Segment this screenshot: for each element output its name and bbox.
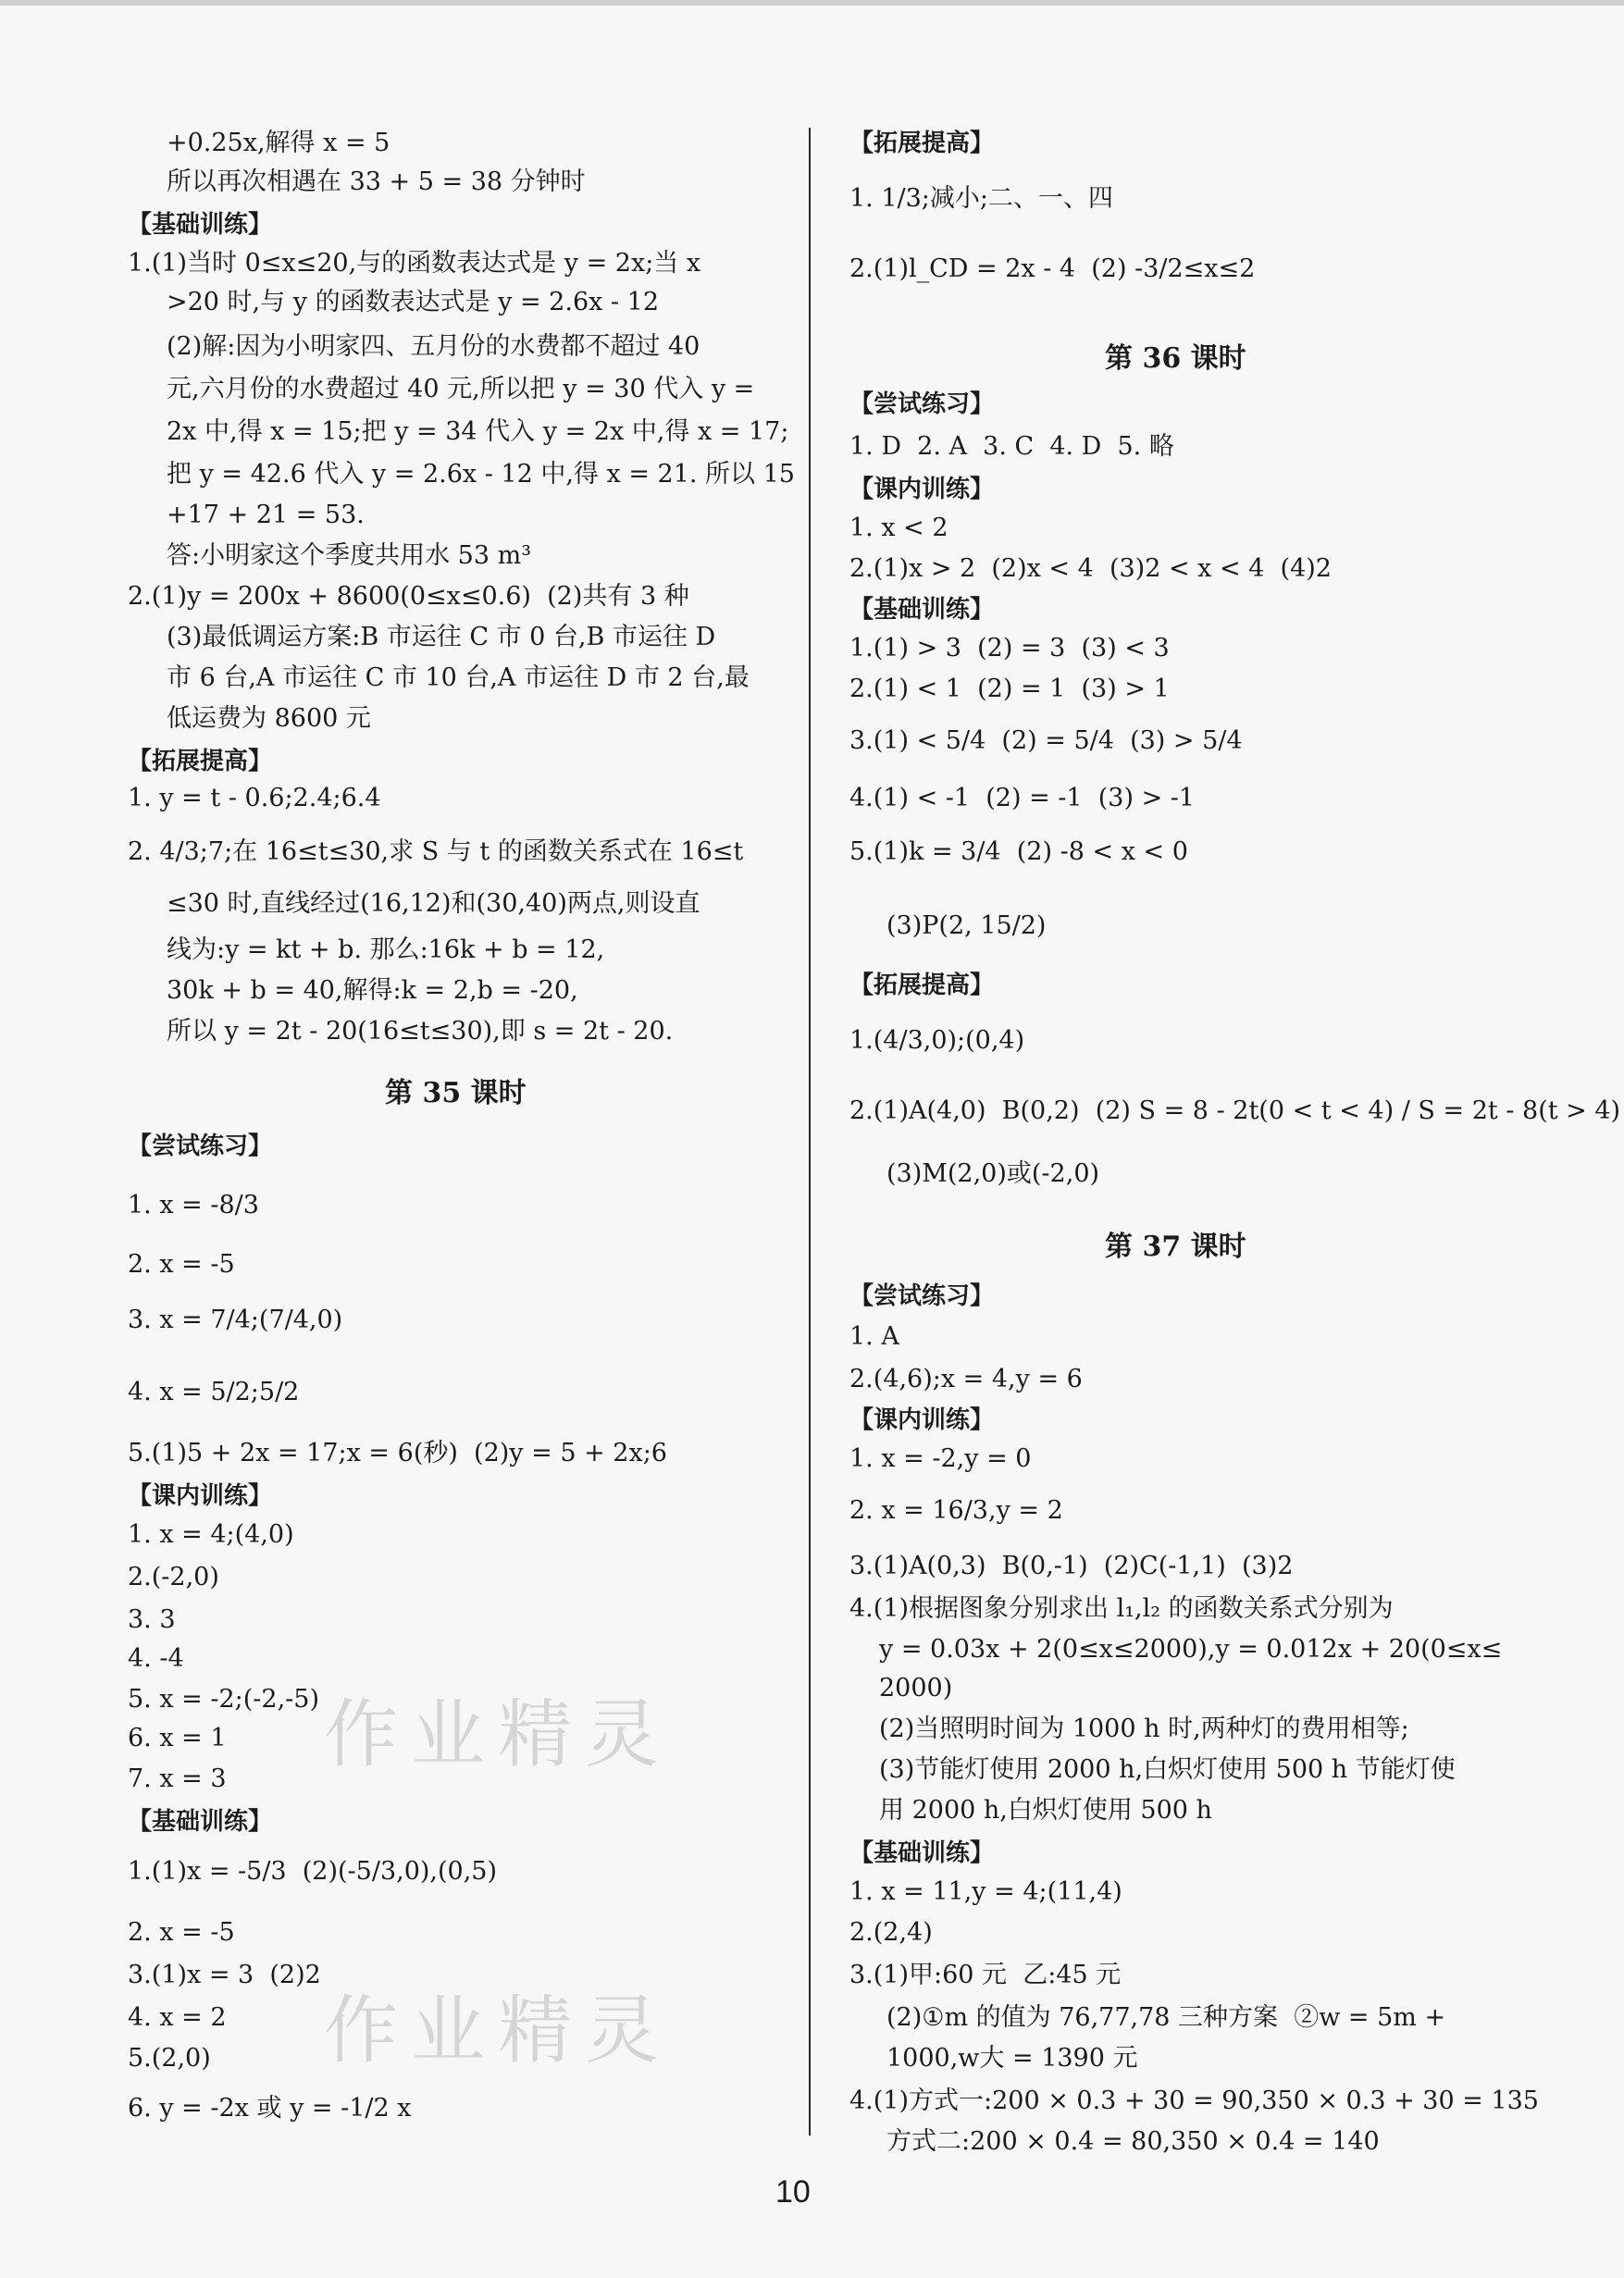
answer-line: (2)①m 的值为 76,77,78 三种方案 ②w = 5m + <box>886 2003 1446 2032</box>
lesson-title: 第 37 课时 <box>1105 1231 1246 1263</box>
answer-line: 1.(4/3,0);(0,4) <box>849 1026 1025 1055</box>
answer-line: 所以 y = 2t - 20(16≤t≤30),即 s = 2t - 20. <box>167 1017 674 1046</box>
section-heading: 【尝试练习】 <box>849 1282 995 1310</box>
answer-line: 2.(4,6);x = 4,y = 6 <box>849 1365 1083 1393</box>
answer-line: 1. x = -8/3 <box>128 1191 259 1219</box>
answer-line: 3.(1)x = 3 (2)2 <box>128 1961 321 1989</box>
answer-line: 1. x < 2 <box>849 514 948 542</box>
answer-line: 1. x = 4;(4,0) <box>128 1520 294 1549</box>
answer-line: 用 2000 h,白炽灯使用 500 h <box>879 1796 1212 1825</box>
answer-line: 2.(-2,0) <box>128 1563 219 1591</box>
answer-line: 1. x = -2,y = 0 <box>849 1444 1032 1473</box>
lesson-title: 第 36 课时 <box>1105 342 1246 375</box>
answer-line: 5.(2,0) <box>128 2044 211 2073</box>
answer-line: (3)最低调运方案:B 市运往 C 市 0 台,B 市运往 D <box>167 623 716 651</box>
lesson-title: 第 35 课时 <box>385 1077 527 1109</box>
section-heading: 【尝试练习】 <box>128 1133 273 1160</box>
answer-line: 所以再次相遇在 33 + 5 = 38 分钟时 <box>167 167 586 196</box>
page-number: 10 <box>775 2174 811 2210</box>
answer-line: (3)M(2,0)或(-2,0) <box>886 1159 1100 1188</box>
answer-line: +0.25x,解得 x = 5 <box>167 129 391 157</box>
answer-line: 1. x = 11,y = 4;(11,4) <box>849 1877 1122 1906</box>
answer-line: 2.(2,4) <box>849 1918 933 1947</box>
answer-line: 1000,w大 = 1390 元 <box>886 2044 1138 2073</box>
answer-line: 2.(1)l_CD = 2x - 4 (2) -3/2≤x≤2 <box>849 254 1256 283</box>
watermark: 作业精灵 <box>324 1691 672 1777</box>
answer-line: 1.(1)当时 0≤x≤20,与的函数表达式是 y = 2x;当 x <box>128 249 701 278</box>
answer-line: 2.(1) < 1 (2) = 1 (3) > 1 <box>849 675 1170 703</box>
section-heading: 【尝试练习】 <box>849 390 995 418</box>
answer-line: 低运费为 8600 元 <box>167 704 371 733</box>
answer-line: 3. x = 7/4;(7/4,0) <box>128 1306 343 1334</box>
answer-line: >20 时,与 y 的函数表达式是 y = 2.6x - 12 <box>167 288 659 316</box>
answer-line: 3.(1) < 5/4 (2) = 5/4 (3) > 5/4 <box>849 726 1243 755</box>
answer-line: 4.(1)根据图象分别求出 l₁,l₂ 的函数关系式分别为 <box>849 1594 1394 1623</box>
answer-line: (3)P(2, 15/2) <box>886 911 1047 940</box>
section-heading: 【基础训练】 <box>849 596 995 624</box>
answer-line: 5. x = -2;(-2,-5) <box>128 1685 320 1714</box>
answer-line: 4. x = 5/2;5/2 <box>128 1378 300 1406</box>
answer-line: 2. 4/3;7;在 16≤t≤30,求 S 与 t 的函数关系式在 16≤t <box>128 837 744 866</box>
answer-line: 2.(1)x > 2 (2)x < 4 (3)2 < x < 4 (4)2 <box>849 554 1332 583</box>
section-heading: 【基础训练】 <box>128 211 273 239</box>
answer-line: 6. x = 1 <box>128 1724 227 1752</box>
answer-line: ≤30 时,直线经过(16,12)和(30,40)两点,则设直 <box>167 889 700 918</box>
answer-line: 2. x = 16/3,y = 2 <box>849 1496 1063 1525</box>
answer-line: 线为:y = kt + b. 那么:16k + b = 12, <box>167 935 605 964</box>
answer-line: y = 0.03x + 2(0≤x≤2000),y = 0.012x + 20(0≤x≤ <box>879 1635 1503 1664</box>
answer-line: 2. x = -5 <box>128 1250 235 1279</box>
answer-line: 1. D 2. A 3. C 4. D 5. 略 <box>849 432 1174 461</box>
answer-line: (3)节能灯使用 2000 h,白炽灯使用 500 h 节能灯使 <box>879 1755 1456 1784</box>
answer-line: 2.(1)y = 200x + 8600(0≤x≤0.6) (2)共有 3 种 <box>128 582 689 611</box>
answer-line: 答:小明家这个季度共用水 53 m³ <box>167 541 532 570</box>
answer-line: (2)当照明时间为 1000 h 时,两种灯的费用相等; <box>879 1715 1409 1743</box>
watermark: 作业精灵 <box>324 1987 672 2074</box>
answer-line: 把 y = 42.6 代入 y = 2.6x - 12 中,得 x = 21. 所以 15 <box>167 460 795 489</box>
answer-line: 5.(1)5 + 2x = 17;x = 6(秒) (2)y = 5 + 2x;6 <box>128 1439 667 1467</box>
section-heading: 【课内训练】 <box>849 476 995 503</box>
answer-line: 元,六月份的水费超过 40 元,所以把 y = 30 代入 y = <box>167 375 755 403</box>
answer-line: 1.(1)x = -5/3 (2)(-5/3,0),(0,5) <box>128 1857 498 1886</box>
answer-line: 3. 3 <box>128 1605 176 1634</box>
answer-line: 3.(1)甲:60 元 乙:45 元 <box>849 1961 1122 1989</box>
answer-line: 1. A <box>849 1322 899 1351</box>
section-heading: 【拓展提高】 <box>128 748 273 775</box>
section-heading: 【拓展提高】 <box>849 130 995 157</box>
section-heading: 【拓展提高】 <box>849 972 995 999</box>
answer-line: 1. y = t - 0.6;2.4;6.4 <box>128 784 381 812</box>
answer-line: 2.(1)A(4,0) B(0,2) (2) S = 8 - 2t(0 < t < 4) / S = 2t - 8(t > 4) <box>849 1096 1621 1125</box>
answer-line: 7. x = 3 <box>128 1764 227 1793</box>
answer-line: 30k + b = 40,解得:k = 2,b = -20, <box>167 976 578 1005</box>
answer-line: 2. x = -5 <box>128 1918 235 1947</box>
answer-line: 4. -4 <box>128 1644 184 1673</box>
answer-line: 市 6 台,A 市运往 C 市 10 台,A 市运往 D 市 2 台,最 <box>167 663 750 692</box>
section-heading: 【课内训练】 <box>849 1406 995 1434</box>
answer-line: 6. y = -2x 或 y = -1/2 x <box>128 2094 412 2123</box>
answer-line: 方式二:200 × 0.4 = 80,350 × 0.4 = 140 <box>886 2127 1380 2156</box>
answer-line: 4.(1) < -1 (2) = -1 (3) > -1 <box>849 784 1196 812</box>
section-heading: 【课内训练】 <box>128 1482 273 1510</box>
answer-line: 3.(1)A(0,3) B(0,-1) (2)C(-1,1) (3)2 <box>849 1552 1294 1580</box>
answer-line: 5.(1)k = 3/4 (2) -8 < x < 0 <box>849 837 1188 866</box>
section-heading: 【基础训练】 <box>849 1839 995 1867</box>
answer-line: 2x 中,得 x = 15;把 y = 34 代入 y = 2x 中,得 x = 17; <box>167 417 789 446</box>
answer-line: 1. 1/3;减小;二、一、四 <box>849 184 1113 213</box>
answer-line: 4. x = 2 <box>128 2003 227 2032</box>
answer-line: 2000) <box>879 1674 953 1702</box>
section-heading: 【基础训练】 <box>128 1808 273 1836</box>
answer-line: +17 + 21 = 53. <box>167 501 365 529</box>
answer-line: 1.(1) > 3 (2) = 3 (3) < 3 <box>849 634 1170 662</box>
answer-line: 4.(1)方式一:200 × 0.3 + 30 = 90,350 × 0.3 + 30 = 135 <box>849 2086 1539 2115</box>
answer-line: (2)解:因为小明家四、五月份的水费都不超过 40 <box>167 332 700 361</box>
